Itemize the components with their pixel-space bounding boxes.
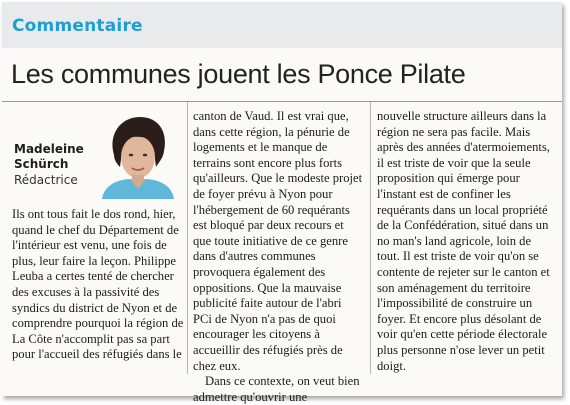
author-portrait [92,111,182,199]
author-last-name: Schürch [14,157,69,171]
author-first-name: Madeleine [14,142,84,156]
author-name [14,142,84,172]
paragraph: nouvelle structure ailleurs dans la région ne sera pas facile. Mais après des années d'atermoiements, il est triste de voir que la seule proposition qui émerge pour l'instant est de confiner les requérants dans un local propriété de la Confédération, situé dans un no man's land agricole, loin de tout. Il est triste de voir qu'on se contente de rejeter sur le canton et son aménagement du territoire l'impossibilité de construire un foyer. Et encore plus désolant de voir qu'en cette période électorale plus personne n'ose lever un petit doigt. [377,109,550,373]
paragraph: Dans ce contexte, on veut bien admettre qu'ouvrir une [193,374,360,404]
author-role: Rédactrice [14,173,78,187]
article-column-2 [193,109,363,405]
rubric-band [2,2,562,48]
rubric-label: Commentaire [12,16,143,36]
paragraph: canton de Vaud. Il est vrai que, dans cette région, la pénurie de logements et le manque de terrains sont encore plus forts qu'ailleurs. Que le modeste projet de foyer prévu à Nyon pour l'hébergement de 60 requérants est bloqué par deux recours et que toute initiative de ce genre dans d'autres communes provoquera également des oppositions. Que la mauvaise publicité faite autour de l'abri PCi de Nyon n'a pas de quoi encourager les citoyens à accueillir des réfugiés près de chez eux. [193,109,363,373]
column-divider [370,102,371,374]
column-divider [187,102,188,374]
newspaper-clipping [2,2,562,404]
headline: Les communes jouent les Ponce Pilate [11,59,466,89]
headline-rule [2,101,562,102]
article-column-1 [12,207,184,363]
article-column-3 [377,109,555,374]
paragraph: Ils ont tous fait le dos rond, hier, quand le chef du Département de l'intérieur est venu, une fois de plus, leur faire la leçon. Philippe Leuba a certes tenté de chercher des excuses à la passivité des syndics du district de Nyon et de comprendre pourquoi la région de La Côte n'accomplit pas sa part pour l'accueil des réfugiés dans le [12,207,184,362]
